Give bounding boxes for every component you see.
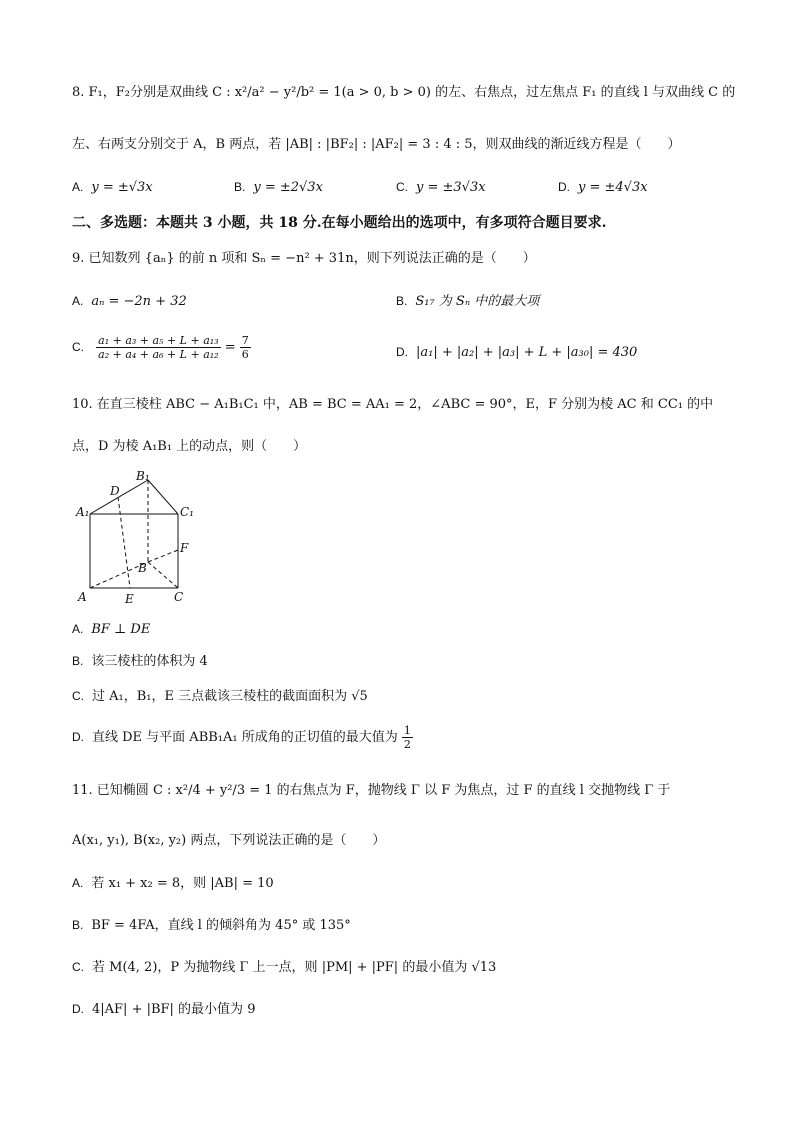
option-text: y = ±3√3x: [416, 180, 486, 195]
fraction-numerator: a₁ + a₃ + a₅ + L + a₁₃: [98, 334, 219, 347]
section-heading: 二、多选题：本题共 3 小题，共 18 分.在每小题给出的选项中，有多项符合题目要求.: [72, 215, 607, 231]
option-text: aₙ = −2n + 32: [91, 294, 187, 309]
equals-sign: =: [224, 340, 236, 355]
q11-stem-line2: A(x₁, y₁), B(x₂, y₂) 两点，下列说法正确的是（ ）: [72, 833, 386, 848]
option-label: B.: [234, 180, 246, 194]
option-text: y = ±√3x: [91, 180, 153, 195]
q8-stem-line1: 8. F₁，F₂分别是双曲线 C : x²/a² − y²/b² = 1(a > 0, b > 0) 的左、右焦点，过左焦点 F₁ 的直线 l 与双曲线 C 的: [72, 85, 736, 100]
option-text: y = ±2√3x: [253, 180, 323, 195]
vertex-label: A₁: [76, 505, 90, 519]
option-label: D.: [72, 1002, 84, 1016]
option-text: 过 A₁，B₁，E 三点截该三棱柱的截面面积为 √5: [92, 689, 368, 704]
fraction: [402, 724, 413, 751]
q8-stem-line2: 左、右两支分别交于 A，B 两点，若 |AB| : |BF₂| : |AF₂| = 3 : 4 : 5，则双曲线的渐近线方程是（ ）: [72, 137, 681, 152]
vertex-label: A: [78, 590, 87, 604]
option-text: 4|AF| + |BF| 的最小值为 9: [92, 1002, 256, 1017]
fraction-denominator: 6: [241, 348, 249, 361]
vertex-label: E: [125, 592, 134, 606]
option-label: B.: [72, 918, 84, 932]
option-label: D.: [558, 180, 570, 194]
option-text: 若 x₁ + x₂ = 8，则 |AB| = 10: [91, 876, 274, 891]
q9-option-a: [72, 292, 187, 311]
option-text: S₁₇ 为 Sₙ 中的最大项: [415, 294, 540, 309]
q10-option-b: [72, 652, 208, 671]
fraction-denominator: a₂ + a₄ + a₆ + L + a₁₂: [98, 348, 219, 361]
fraction-denominator: 2: [403, 738, 411, 751]
q9-stem: 9. 已知数列 {aₙ} 的前 n 项和 Sₙ = −n² + 31n，则下列说法正确的是（ ）: [72, 251, 536, 266]
q8-option-d: [558, 178, 648, 197]
q10-stem-line2: 点，D 为棱 A₁B₁ 上的动点，则（ ）: [72, 439, 307, 454]
q8-option-b: [234, 178, 323, 197]
vertex-label: F: [180, 541, 189, 555]
vertex-label: D: [110, 484, 120, 498]
option-label: B.: [72, 654, 84, 668]
option-label: C.: [396, 180, 408, 194]
q9-option-b: [396, 292, 539, 311]
option-label: A.: [72, 876, 84, 890]
q11-stem-line1: 11. 已知椭圆 C : x²/4 + y²/3 = 1 的右焦点为 F，抛物线 Γ 以 F 为焦点，过 F 的直线 l 交抛物线 Γ 于: [72, 783, 671, 798]
option-label: C.: [72, 340, 84, 354]
q10-option-d: [72, 724, 413, 751]
q9-option-d: [396, 343, 637, 362]
q8-option-c: [396, 178, 486, 197]
q8-option-a: [72, 178, 153, 197]
fraction-numerator: 1: [403, 724, 411, 737]
vertex-label: C₁: [180, 505, 194, 519]
option-label: A.: [72, 294, 84, 308]
option-text: 该三棱柱的体积为 4: [91, 654, 208, 669]
option-label: C.: [72, 960, 84, 974]
option-label: A.: [72, 622, 84, 636]
option-text: 直线 DE 与平面 ABB₁A₁ 所成角的正切值的最大值为: [92, 730, 398, 745]
vertex-label: C: [174, 590, 184, 604]
q11-option-b: [72, 916, 351, 935]
option-label: C.: [72, 689, 84, 703]
option-text: BF ⊥ DE: [91, 622, 151, 637]
option-label: B.: [396, 294, 408, 308]
vertex-label: B: [138, 561, 147, 575]
fraction: [240, 334, 251, 361]
option-text: BF = 4FA，直线 l 的倾斜角为 45° 或 135°: [91, 918, 351, 933]
q10-option-a: [72, 620, 150, 639]
q11-option-a: [72, 874, 274, 893]
fraction: [96, 334, 220, 361]
q10-option-c: [72, 687, 368, 706]
q9-option-c: [72, 334, 251, 361]
q11-option-c: [72, 958, 496, 977]
option-label: A.: [72, 180, 84, 194]
option-label: D.: [396, 345, 408, 359]
q10-stem-line1: 10. 在直三棱柱 ABC − A₁B₁C₁ 中，AB = BC = AA₁ = 2，∠ABC = 90°，E，F 分别为棱 AC 和 CC₁ 的中: [72, 397, 714, 412]
option-text: 若 M(4, 2)，P 为抛物线 Γ 上一点，则 |PM| + |PF| 的最小值为 √13: [92, 960, 497, 975]
prism-figure: [68, 470, 208, 610]
q11-option-d: [72, 1000, 255, 1019]
option-text: y = ±4√3x: [578, 180, 648, 195]
vertex-label: B₁: [136, 470, 150, 483]
option-text: |a₁| + |a₂| + |a₃| + L + |a₃₀| = 430: [416, 345, 638, 360]
fraction-numerator: 7: [241, 334, 249, 347]
option-label: D.: [72, 730, 84, 744]
